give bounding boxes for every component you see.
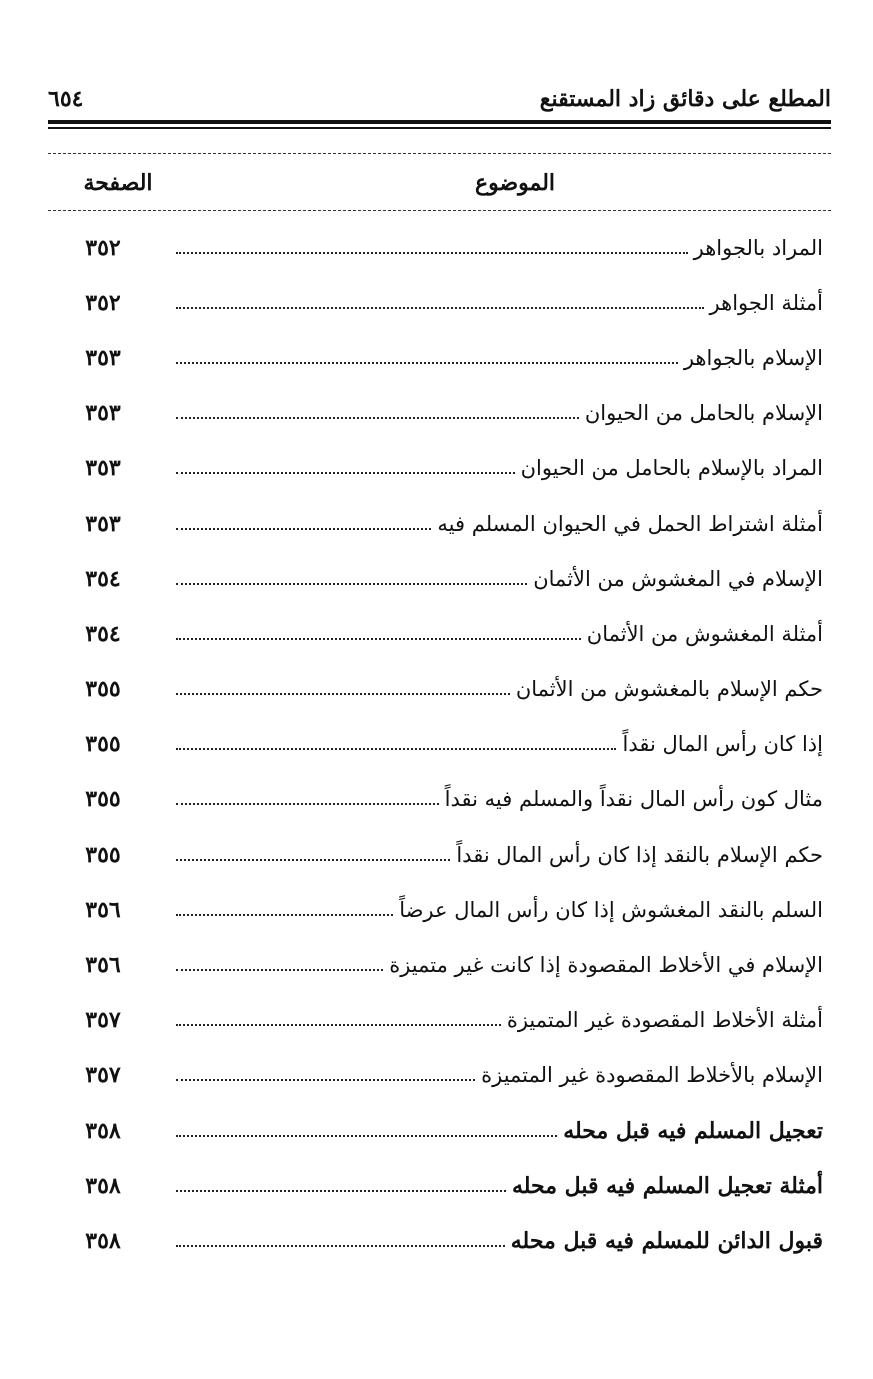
- page-number: ٦٥٤: [48, 86, 84, 112]
- table-header-divider: [48, 210, 831, 211]
- table-top-divider: [48, 153, 831, 154]
- dot-leader: [176, 638, 581, 640]
- entry-page-number: ٣٥٧: [85, 1007, 121, 1034]
- dot-leader: [176, 803, 439, 805]
- entry-page-number: ٣٥٣: [85, 344, 121, 371]
- index-entry: [48, 937, 831, 992]
- header-rule-thick: [48, 120, 831, 124]
- dot-leader: [176, 472, 515, 474]
- index-entry: [48, 330, 831, 385]
- column-header-page: الصفحة: [83, 170, 153, 196]
- dot-leader: [176, 417, 579, 419]
- index-entry: [48, 606, 831, 661]
- header-rule-thin: [48, 127, 831, 129]
- entry-page-number: ٣٥٢: [85, 234, 121, 261]
- entry-page-number: ٣٥٨: [85, 1172, 121, 1199]
- entry-topic: الإسلام بالجواهر: [683, 345, 823, 370]
- dot-leader: [176, 1135, 557, 1137]
- entry-page-number: ٣٥٥: [85, 841, 121, 868]
- dot-leader: [176, 1245, 505, 1247]
- entry-topic: المراد بالإسلام بالحامل من الحيوان: [520, 456, 823, 481]
- index-entry: [48, 386, 831, 441]
- entry-topic: أمثلة تعجيل المسلم فيه قبل محله: [511, 1172, 823, 1199]
- entry-topic: حكم الإسلام بالنقد إذا كان رأس المال نقداً: [456, 842, 823, 867]
- dot-leader: [176, 1024, 501, 1026]
- index-entry: [48, 882, 831, 937]
- index-entry: [48, 1213, 831, 1268]
- entry-topic: مثال كون رأس المال نقداً والمسلم فيه نقداً: [444, 787, 823, 812]
- index-entry: [48, 1103, 831, 1158]
- index-entry: [48, 551, 831, 606]
- entry-page-number: ٣٥٣: [85, 400, 121, 427]
- entry-page-number: ٣٥٦: [85, 896, 121, 923]
- entry-topic: قبول الدائن للمسلم فيه قبل محله: [510, 1227, 823, 1254]
- dot-leader: [176, 583, 527, 585]
- book-title: المطلع على دقائق زاد المستقنع: [539, 86, 831, 112]
- entry-page-number: ٣٥٨: [85, 1117, 121, 1144]
- column-header-topic: الموضوع: [474, 170, 556, 196]
- entry-page-number: ٣٥٣: [85, 510, 121, 537]
- entry-page-number: ٣٥٨: [85, 1227, 121, 1254]
- entry-page-number: ٣٥٥: [85, 731, 121, 758]
- index-entry: [48, 496, 831, 551]
- index-entry: [48, 993, 831, 1048]
- entry-topic: الإسلام بالحامل من الحيوان: [584, 401, 823, 426]
- entry-page-number: ٣٥٤: [85, 620, 121, 647]
- dot-leader: [176, 859, 450, 861]
- index-entry: [48, 441, 831, 496]
- index-entry: [48, 772, 831, 827]
- index-entry: [48, 275, 831, 330]
- entry-topic: إذا كان رأس المال نقداً: [622, 732, 823, 757]
- entry-page-number: ٣٥٢: [85, 289, 121, 316]
- running-header: [48, 80, 831, 120]
- dot-leader: [176, 969, 383, 971]
- dot-leader: [176, 693, 510, 695]
- dot-leader: [176, 1079, 475, 1081]
- entry-topic: الإسلام في المغشوش من الأثمان: [533, 566, 823, 591]
- entry-topic: أمثلة الجواهر: [709, 290, 823, 315]
- entry-topic: حكم الإسلام بالمغشوش من الأثمان: [515, 677, 823, 702]
- dot-leader: [176, 252, 688, 254]
- entry-page-number: ٣٥٤: [85, 565, 121, 592]
- dot-leader: [176, 528, 431, 530]
- entry-topic: أمثلة المغشوش من الأثمان: [586, 621, 823, 646]
- entry-topic: الإسلام بالأخلاط المقصودة غير المتميزة: [481, 1063, 823, 1088]
- index-entry: [48, 1158, 831, 1213]
- entry-page-number: ٣٥٣: [85, 455, 121, 482]
- entry-topic: تعجيل المسلم فيه قبل محله: [563, 1117, 823, 1144]
- dot-leader: [176, 362, 678, 364]
- dot-leader: [176, 914, 393, 916]
- index-list: [48, 220, 831, 1269]
- entry-page-number: ٣٥٥: [85, 676, 121, 703]
- index-entry: [48, 1048, 831, 1103]
- dot-leader: [176, 1190, 506, 1192]
- index-entry: [48, 220, 831, 275]
- index-entry: [48, 662, 831, 717]
- entry-page-number: ٣٥٧: [85, 1062, 121, 1089]
- entry-topic: أمثلة الأخلاط المقصودة غير المتميزة: [506, 1008, 823, 1033]
- entry-page-number: ٣٥٦: [85, 952, 121, 979]
- entry-topic: أمثلة اشتراط الحمل في الحيوان المسلم فيه: [437, 511, 823, 536]
- entry-page-number: ٣٥٥: [85, 786, 121, 813]
- dot-leader: [176, 748, 616, 750]
- entry-topic: السلم بالنقد المغشوش إذا كان رأس المال عرضاً: [399, 897, 823, 922]
- entry-topic: المراد بالجواهر: [693, 235, 823, 260]
- index-entry: [48, 717, 831, 772]
- index-entry: [48, 827, 831, 882]
- entry-topic: الإسلام في الأخلاط المقصودة إذا كانت غير متميزة: [389, 953, 823, 978]
- dot-leader: [176, 307, 704, 309]
